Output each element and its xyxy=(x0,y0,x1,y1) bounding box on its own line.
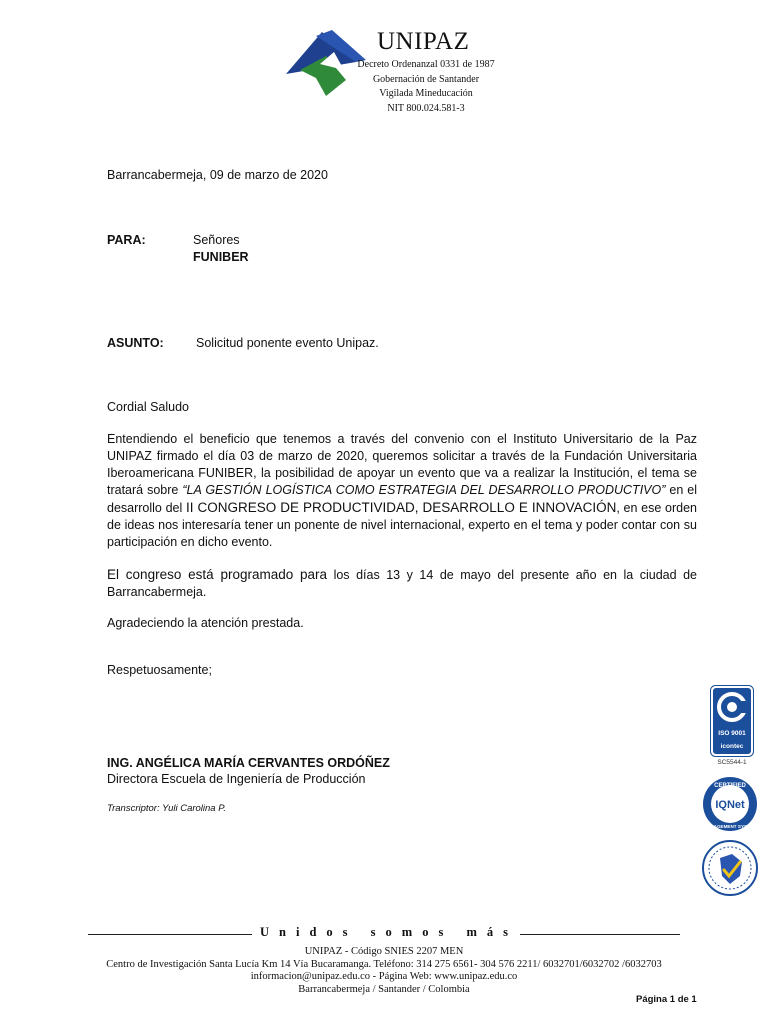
body-paragraph-2 xyxy=(107,566,697,601)
p1-topic: “LA GESTIÓN LOGÍSTICA COMO ESTRATEGIA DEL DESARROLLO PRODUCTIVO” xyxy=(182,483,666,497)
p1-congress-name: II CONGRESO DE PRODUCTIVIDAD, DESARROLLO E INNOVACIÓN xyxy=(186,500,617,515)
recipient-block xyxy=(193,232,249,266)
letter-date: Barrancabermeja, 09 de marzo de 2020 xyxy=(107,168,328,182)
header-line: Vigilada Mineducación xyxy=(379,88,473,99)
footer-rule xyxy=(88,934,252,935)
asunto-text: Solicitud ponente evento Unipaz. xyxy=(196,336,379,350)
p1-text-c: , en ese orden de ideas nos interesaría tener un ponente de nivel internacional, experto en el tema y poder contar con su participación en dicho evento. xyxy=(107,501,697,549)
footer-line: Centro de Investigación Santa Lucía Km 14 Vía Bucaramanga. Teléfono: 314 275 6561- 304 576 2211/ 6032701/6032702 /6032703 xyxy=(106,958,662,970)
iqnet-name: IQNet xyxy=(715,799,745,811)
asunto-label: ASUNTO: xyxy=(107,336,164,350)
para-label: PARA: xyxy=(107,233,146,247)
accreditation-seal-icon xyxy=(702,840,758,896)
footer-line: Barrancabermeja / Santander / Colombia xyxy=(298,983,470,995)
footer-rule xyxy=(520,934,680,935)
p2-lead: El congreso está programado para xyxy=(107,567,328,582)
transcriptor-note: Transcriptor: Yuli Carolina P. xyxy=(107,803,226,814)
signer-title: Directora Escuela de Ingeniería de Producción xyxy=(107,772,366,786)
footer-line: UNIPAZ - Código SNIES 2207 MEN xyxy=(304,946,464,957)
org-name: UNIPAZ xyxy=(377,28,470,55)
iqnet-badge xyxy=(702,776,758,832)
body-paragraph-1 xyxy=(107,431,697,551)
p1-text-b: en el desarrollo del xyxy=(107,483,697,515)
header-line: Decreto Ordenanzal 0331 de 1987 xyxy=(357,59,495,70)
iso-certificate-code: SC5544-1 xyxy=(717,759,747,766)
header-line: NIT 800.024.581-3 xyxy=(387,102,465,114)
greeting: Cordial Saludo xyxy=(107,400,189,414)
header-line: Gobernación de Santander xyxy=(372,73,480,85)
signer-name: ING. ANGÉLICA MARÍA CERVANTES ORDÓÑEZ xyxy=(107,756,390,770)
footer-line: informacion@unipaz.edu.co - Página Web: www.unipaz.edu.co xyxy=(250,971,518,982)
page-number: Página 1 de 1 xyxy=(636,994,697,1005)
footer-slogan: Unidos somos más xyxy=(260,925,518,939)
thanks-line: Agradeciendo la atención prestada. xyxy=(107,616,304,630)
iqnet-top-text: CERTIFIED xyxy=(714,783,746,789)
iqnet-bottom-text: MANAGEMENT SYSTEM xyxy=(703,824,757,829)
closing-line: Respetuosamente; xyxy=(107,663,212,677)
p2-rest: los días 13 y 14 de mayo del presente año en la ciudad de Barrancabermeja. xyxy=(107,568,698,599)
footer-contact xyxy=(0,946,768,996)
iso-9001-badge xyxy=(710,685,754,757)
recipient-salutation: Señores xyxy=(193,233,240,247)
header-legal-lines xyxy=(350,58,502,116)
iso-brand: icontec xyxy=(720,743,744,750)
iso-label: ISO 9001 xyxy=(718,730,746,737)
recipient-name: FUNIBER xyxy=(193,250,249,264)
p1-text-a: Entendiendo el beneficio que tenemos a través del convenio con el Instituto Universitario de la Paz UNIPAZ firmado el día 03 de marzo de 2020, queremos solicitar a través de la Fundación Universitaria Iberoamericana FUNIBER, la posibilidad de apoyar un evento que va a realizar la Institución, el tema se tratará sobre xyxy=(107,432,697,497)
